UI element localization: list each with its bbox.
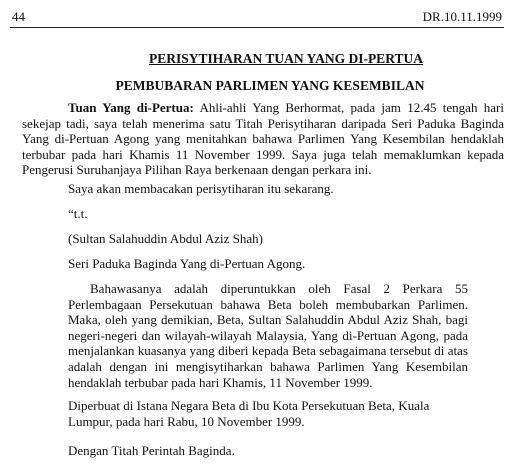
- reading-announcement: Saya akan membacakan perisytiharan itu sekarang.: [68, 181, 334, 196]
- signatory-name: (Sultan Salahuddin Abdul Aziz Shah): [68, 231, 263, 246]
- proclamation-subtitle: PEMBUBARAN PARLIMEN YANG KESEMBILAN: [115, 78, 425, 93]
- page-number: 44: [12, 9, 25, 24]
- proclamation-title-text: PERISYTIHARAN TUAN YANG DI-PERTUA: [149, 51, 423, 66]
- document-reference: DR.10.11.1999: [422, 9, 502, 24]
- tt-mark: “t.t.: [68, 206, 88, 221]
- signatory-office: Seri Paduka Baginda Yang di-Pertuan Agong.: [68, 256, 306, 271]
- speaker-paragraph: [22, 100, 504, 178]
- speaker-label: Tuan Yang di-Pertua:: [68, 100, 194, 115]
- header-rule: [10, 27, 504, 28]
- closing-line: Dengan Titah Perintah Baginda.: [68, 443, 235, 458]
- proclamation-body: Bahawasanya adalah diperuntukkan oleh Fasal 2 Perkara 55 Perlembagaan Persekutuan bahawa Beta boleh membubarkan Parlimen. Maka, oleh yang demikian, Beta, Sultan Salahuddin Abdul Aziz Shah, bagi negeri-negeri dan wilayah-wilayah Malaysia, Yang di-Pertuan Agong, pada menjalankan kuasanya yang diberi kepada Beta sebagaimana tersebut di atas adalah dengan ini mengisytiharkan bahawa Parlimen Yang Kesembilan hendaklah terbubar pada hari Khamis, 11 November 1999.: [68, 281, 468, 390]
- given-at-paragraph: Diperbuat di Istana Negara Beta di Ibu Kota Persekutuan Beta, Kuala Lumpur, pada hari Rabu, 10 November 1999.: [68, 398, 430, 429]
- speaker-text: Ahli-ahli Yang Berhormat, pada jam 12.45 tengah hari sekejap tadi, saya telah menerima satu Titah Perisytiharan daripada Seri Paduka Baginda Yang di-Pertuan Agong yang menitahkan bahawa Parlimen Yang Kesembilan hendaklah terbubar pada hari Khamis 11 November 1999. Saya juga telah memaklumkan kepada Pengerusi Suruhanjaya Pilihan Raya berkenaan dengan perkara ini.: [22, 100, 504, 178]
- proclamation-title: [30, 51, 512, 67]
